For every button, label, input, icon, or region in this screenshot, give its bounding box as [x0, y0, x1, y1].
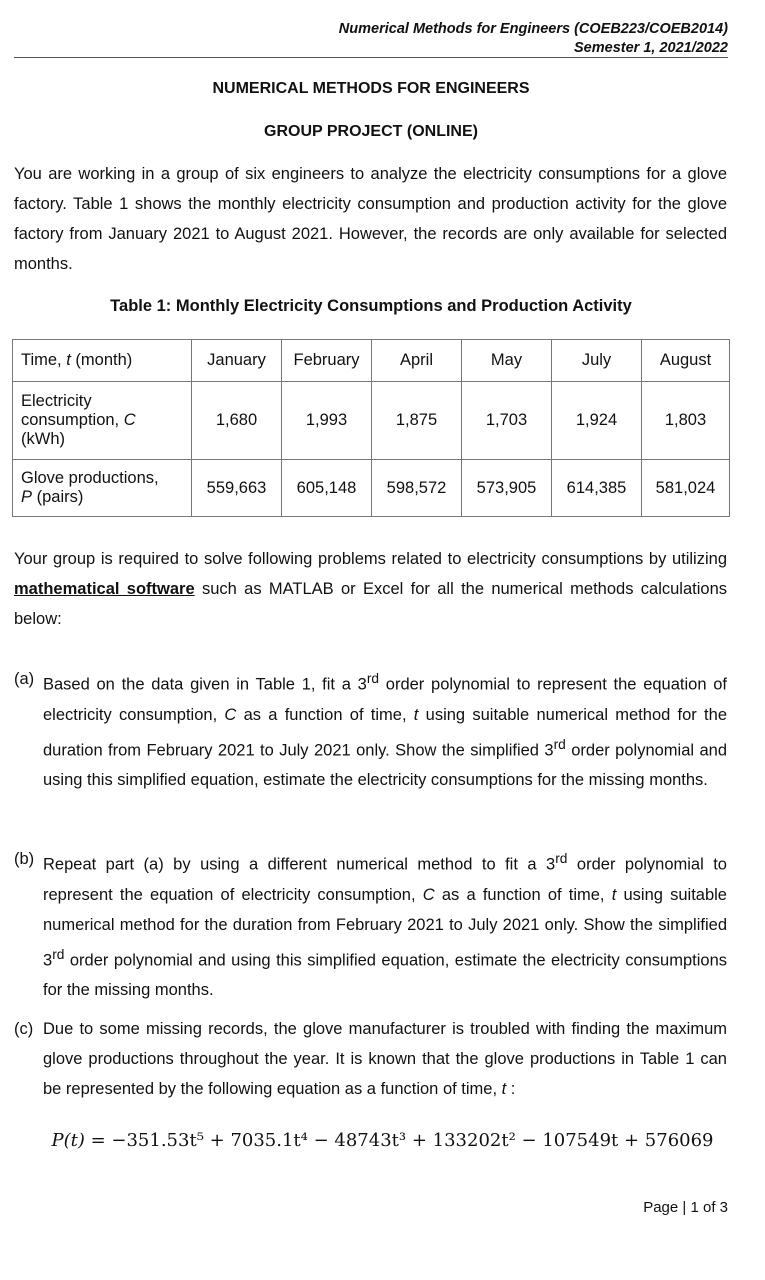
glove-cell: 581,024 [642, 460, 730, 517]
electricity-cell: 1,924 [552, 382, 642, 460]
glove-cell: 573,905 [462, 460, 552, 517]
production-equation: P(t) = −351.53t⁵ + 7035.1t⁴ − 48743t³ + 133202t² − 107549t + 576069 [51, 1130, 714, 1151]
question-text: Repeat part (a) by using a different numerical method to fit a 3rd order polynomial to represent the equation of electricity consumption, C as a function of time, t using suitable numerical method for the duration from February 2021 to July 2021 only. Show the simplified 3rd order polynomial and using this simplified equation, estimate the electricity consumptions for the missing months. [43, 851, 727, 999]
question-label: (a) [14, 670, 35, 688]
month-cell: May [462, 340, 552, 382]
question-c [14, 1014, 727, 1104]
question-b [14, 844, 727, 1005]
month-cell: February [282, 340, 372, 382]
requirement-paragraph: Your group is required to solve following problems related to electricity consumptions by utilizing mathematical software such as MATLAB or Excel for all the numerical methods calculations below: [14, 550, 727, 628]
row-header-glove: Glove productions, P (pairs) [13, 460, 192, 517]
electricity-cell: 1,875 [372, 382, 462, 460]
glove-cell: 614,385 [552, 460, 642, 517]
month-cell: January [192, 340, 282, 382]
data-table [12, 339, 730, 517]
question-text: Based on the data given in Table 1, fit a 3rd order polynomial to represent the equation of electricity consumption, C as a function of time, t using suitable numerical method for the duration from February 2021 to July 2021 only. Show the simplified 3rd order polynomial and using this simplified equation, estimate the electricity consumptions for the missing months. [43, 671, 727, 789]
month-cell: April [372, 340, 462, 382]
row-header-time: Time, t (month) [13, 340, 192, 382]
glove-cell: 559,663 [192, 460, 282, 517]
intro-paragraph: You are working in a group of six engineers to analyze the electricity consumptions for a glove factory. Table 1 shows the monthly electricity consumption and production activity for the glove factory from January 2021 to August 2021. However, the records are only available for selected months. [14, 165, 727, 273]
row-header-electricity: Electricity consumption, C (kWh) [13, 382, 192, 460]
table-row-time [13, 340, 730, 382]
table-row-electricity [13, 382, 730, 460]
question-label: (b) [14, 850, 35, 868]
glove-cell: 605,148 [282, 460, 372, 517]
emphasis-text: mathematical software [14, 580, 195, 598]
month-cell: July [552, 340, 642, 382]
electricity-cell: 1,680 [192, 382, 282, 460]
header-divider [14, 57, 728, 58]
glove-cell: 598,572 [372, 460, 462, 517]
question-a [14, 664, 727, 795]
question-label: (c) [14, 1020, 34, 1038]
table-row-glove [13, 460, 730, 517]
semester-label: Semester 1, 2021/2022 [574, 40, 728, 56]
page-header [339, 20, 728, 58]
electricity-cell: 1,703 [462, 382, 552, 460]
question-text: Due to some missing records, the glove manufacturer is troubled with finding the maximum glove productions throughout the year. It is known that the glove productions in Table 1 can be represented by the following equation as a function of time, t : [43, 1020, 727, 1098]
table-caption: Table 1: Monthly Electricity Consumptions and Production Activity [110, 297, 632, 315]
document-title: NUMERICAL METHODS FOR ENGINEERS [212, 80, 530, 97]
month-cell: August [642, 340, 730, 382]
page-number: Page | 1 of 3 [643, 1199, 728, 1216]
course-title: Numerical Methods for Engineers (COEB223/COEB2014) [338, 21, 728, 37]
electricity-cell: 1,803 [642, 382, 730, 460]
electricity-cell: 1,993 [282, 382, 372, 460]
document-subtitle: GROUP PROJECT (ONLINE) [264, 123, 478, 140]
